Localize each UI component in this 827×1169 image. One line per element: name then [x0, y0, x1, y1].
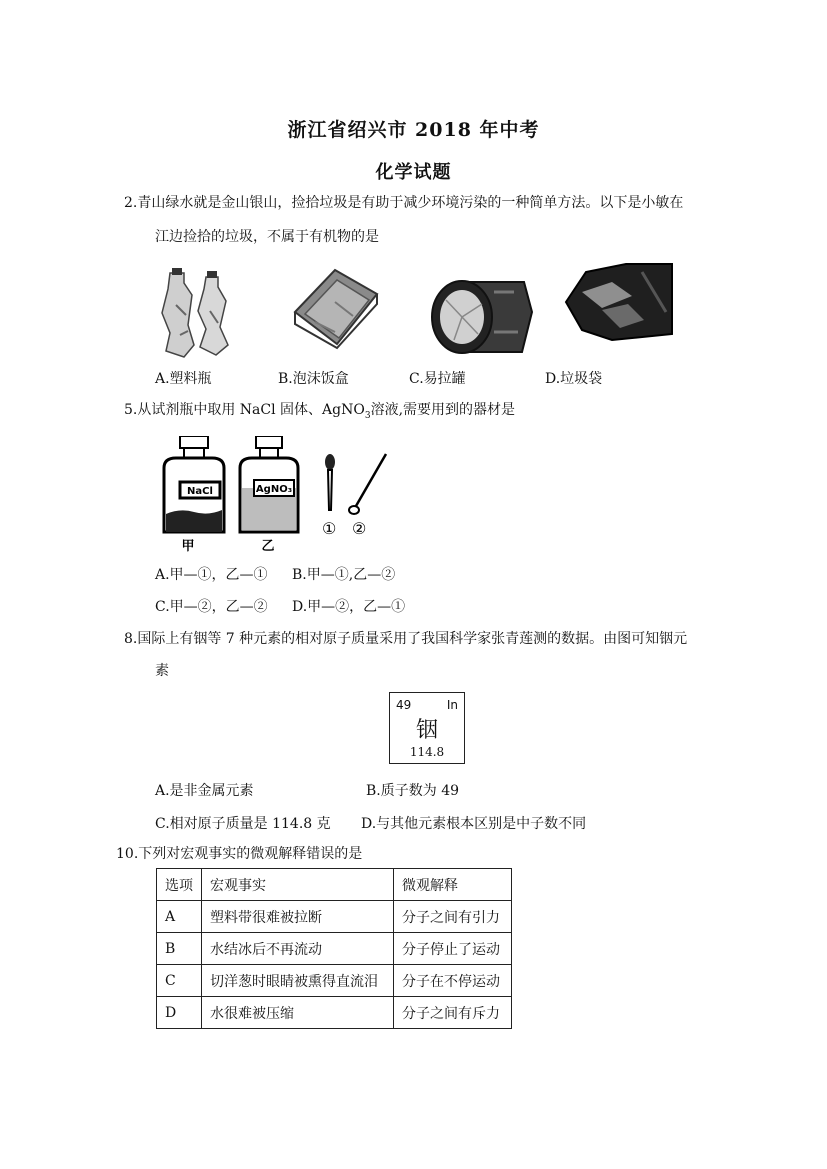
table-cell: 水很难被压缩: [202, 997, 394, 1029]
q5-option-d: D.甲—②，乙—①: [292, 599, 406, 615]
spoon-number: ②: [352, 519, 367, 538]
table-cell: D: [157, 997, 202, 1029]
jar-agno3-label: AgNO₃: [255, 484, 293, 495]
q5-option-b: B.甲—①,乙—②: [292, 567, 396, 583]
q2-option-c: C.易拉罐: [409, 371, 466, 387]
table-row: [157, 933, 512, 965]
q8-stem-line2: 素: [155, 663, 169, 679]
q2-option-a: A.塑料瓶: [155, 371, 212, 387]
table-cell: 切洋葱时眼睛被熏得直流泪: [202, 965, 394, 997]
table-cell: A: [157, 901, 202, 933]
q2-stem-line2: 江边捡拾的垃圾，不属于有机物的是: [155, 229, 379, 245]
table-cell: 塑料带很难被拉断: [202, 901, 394, 933]
element-atomic-mass: 114.8: [409, 745, 445, 759]
q5-stem: [124, 400, 515, 426]
element-symbol: In: [446, 698, 458, 712]
element-atomic-number: 49: [396, 698, 412, 712]
reagent-figure: [158, 436, 398, 554]
dropper-number: ①: [322, 519, 337, 538]
garbage-bag-image: [562, 262, 674, 342]
foam-lunchbox-image: [285, 262, 385, 357]
jar-agno3-caption: 乙: [261, 539, 275, 554]
q2-option-b: B.泡沫饭盒: [278, 371, 349, 387]
table-header-cell: 微观解释: [394, 869, 512, 901]
table-header-row: [157, 869, 512, 901]
table-cell: C: [157, 965, 202, 997]
table-header-cell: 宏观事实: [202, 869, 394, 901]
table-header-cell: 选项: [157, 869, 202, 901]
table-row: [157, 997, 512, 1029]
q5-stem-subscript: 3: [364, 410, 371, 421]
page-title: 浙江省绍兴市 2018 年中考: [287, 119, 540, 141]
table-cell: B: [157, 933, 202, 965]
table-row: [157, 965, 512, 997]
page-subtitle: 化学试题: [375, 162, 452, 183]
q5-stem-prefix: 5.从试剂瓶中取用 NaCl 固体、AgNO: [124, 402, 365, 418]
q2-stem-line1: 2.青山绿水就是金山银山，捡拾垃圾是有助于减少环境污染的一种简单方法。以下是小敏在: [124, 195, 684, 211]
q2-option-d: D.垃圾袋: [545, 371, 603, 387]
element-name: 铟: [415, 718, 438, 743]
q5-option-a: A.甲—①，乙—①: [155, 567, 268, 583]
table-row: [157, 901, 512, 933]
q8-option-c: C.相对原子质量是 114.8 克: [155, 816, 331, 832]
plastic-bottles-image: [150, 265, 240, 360]
jar-nacl-caption: 甲: [181, 539, 195, 554]
q8-option-a: A.是非金属元素: [155, 783, 254, 799]
table-cell: 水结冰后不再流动: [202, 933, 394, 965]
q8-stem-line1: 8.国际上有铟等 7 种元素的相对原子质量采用了我国科学家张青莲测的数据。由图可知铟元: [124, 631, 688, 647]
table-cell: 分子在不停运动: [394, 965, 512, 997]
table-cell: 分子停止了运动: [394, 933, 512, 965]
table-cell: 分子之间有斥力: [394, 997, 512, 1029]
q10-stem: 10.下列对宏观事实的微观解释错误的是: [116, 846, 363, 862]
q8-option-b: B.质子数为 49: [366, 783, 460, 799]
table-cell: 分子之间有引力: [394, 901, 512, 933]
q5-stem-suffix: 溶液,需要用到的器材是: [370, 402, 516, 418]
q5-option-c: C.甲—②，乙—②: [155, 599, 268, 615]
q8-option-d: D.与其他元素根本区别是中子数不同: [361, 816, 587, 832]
can-image: [424, 262, 534, 362]
jar-nacl-label: NaCl: [187, 486, 213, 497]
element-card-indium: [389, 692, 465, 764]
q10-table: [156, 868, 512, 1029]
